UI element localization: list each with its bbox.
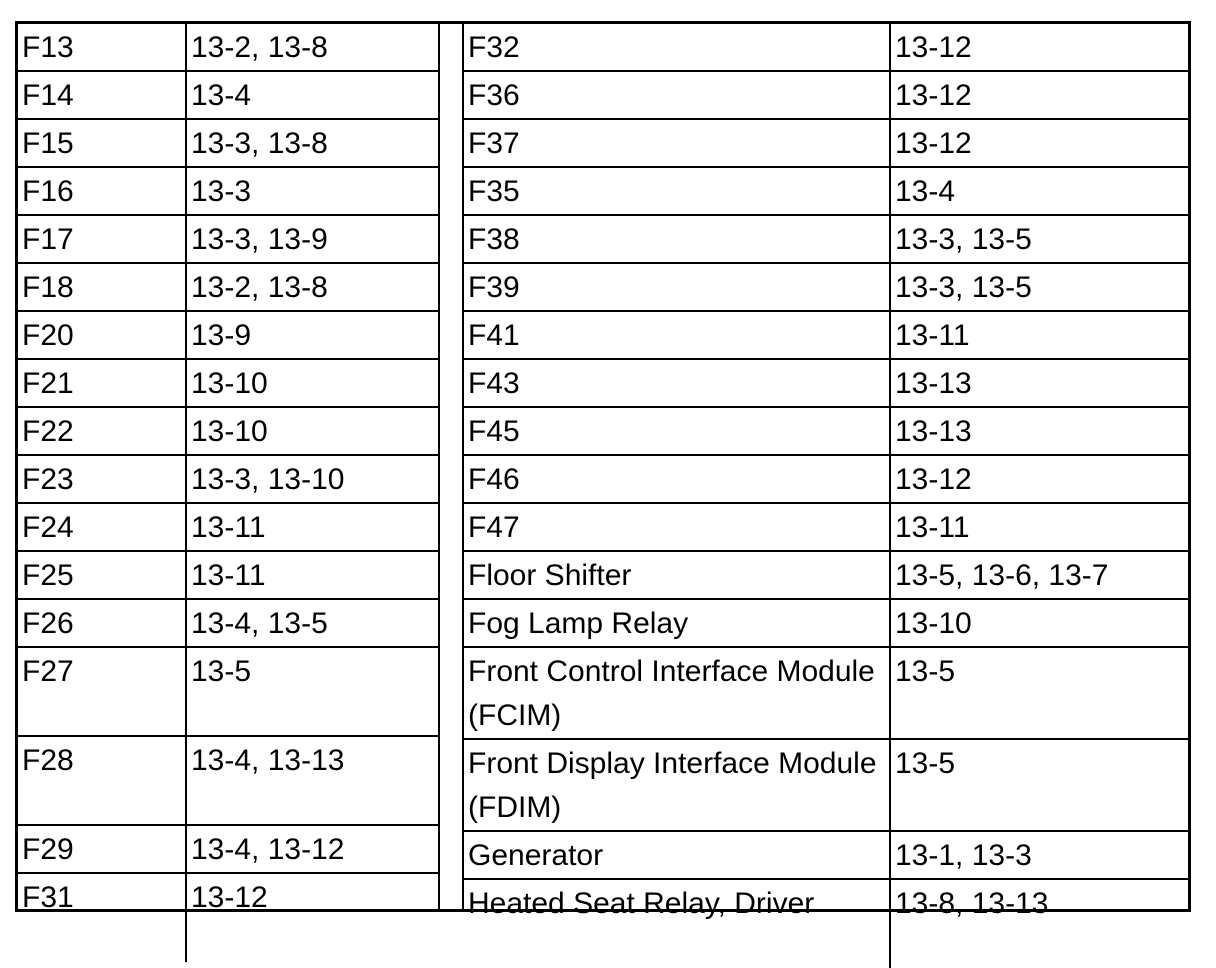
table-row [18,215,438,263]
page-reference-cell: 13-11 [186,503,438,551]
table-row [18,167,438,215]
page-reference-cell: 13-11 [890,503,1188,551]
index-table-right [464,24,1188,968]
index-sheet [15,21,1191,920]
table-row [464,263,1188,311]
table-row [464,831,1188,879]
page-reference-cell: 13-4, 13-12 [186,825,438,873]
table-row [18,825,438,873]
index-table-left [18,24,438,962]
component-name-cell: F27 [18,647,186,736]
page-reference-cell: 13-3, 13-10 [186,455,438,503]
page-reference-cell: 13-10 [186,407,438,455]
component-name-cell: F23 [18,455,186,503]
table-row [18,736,438,825]
component-name-cell: F25 [18,551,186,599]
table-row [464,599,1188,647]
component-name-cell: F15 [18,119,186,167]
table-row [464,359,1188,407]
component-name-cell: F28 [18,736,186,825]
table-row [464,119,1188,167]
component-name-cell: Floor Shifter [464,551,890,599]
page-reference-cell: 13-12 [186,873,438,962]
component-name-cell: F31 [18,873,186,962]
component-name-cell: F14 [18,71,186,119]
component-name-cell: F47 [464,503,890,551]
table-row [18,647,438,736]
component-name-cell: F35 [464,167,890,215]
page-reference-cell: 13-5 [890,739,1188,831]
page-reference-cell: 13-12 [890,24,1188,71]
page-reference-cell: 13-13 [890,407,1188,455]
table-row [18,873,438,962]
component-name-cell: F37 [464,119,890,167]
page-reference-cell: 13-12 [890,119,1188,167]
table-row [18,311,438,359]
table-row [18,263,438,311]
component-name-cell: F17 [18,215,186,263]
page-reference-cell: 13-5 [890,647,1188,739]
table-row [464,167,1188,215]
page-reference-cell: 13-4 [890,167,1188,215]
page-reference-cell: 13-2, 13-8 [186,263,438,311]
page-reference-cell: 13-13 [890,359,1188,407]
table-row [18,71,438,119]
table-row [464,647,1188,739]
page-reference-cell: 13-9 [186,311,438,359]
component-name-cell: Generator [464,831,890,879]
component-name-cell: Front Display Interface Module (FDIM) [464,739,890,831]
table-row [464,407,1188,455]
table-row [464,311,1188,359]
table-row [18,119,438,167]
table-row [18,551,438,599]
page-reference-cell: 13-12 [890,455,1188,503]
page-reference-cell: 13-10 [890,599,1188,647]
component-name-cell: F16 [18,167,186,215]
page-reference-cell: 13-3 [186,167,438,215]
table-row [464,71,1188,119]
component-name-cell: F20 [18,311,186,359]
component-name-cell: F36 [464,71,890,119]
table-row [18,455,438,503]
component-name-cell: F24 [18,503,186,551]
page-reference-cell: 13-5, 13-6, 13-7 [890,551,1188,599]
page-reference-cell: 13-5 [186,647,438,736]
component-name-cell: Heated Seat Relay, Driver [464,879,890,968]
component-name-cell: F43 [464,359,890,407]
component-name-cell: F45 [464,407,890,455]
table-row [464,739,1188,831]
table-row [18,407,438,455]
component-name-cell: F21 [18,359,186,407]
page-reference-cell: 13-8, 13-13 [890,879,1188,968]
component-name-cell: F29 [18,825,186,873]
page-reference-cell: 13-11 [186,551,438,599]
page-reference-cell: 13-3, 13-5 [890,215,1188,263]
component-name-cell: Fog Lamp Relay [464,599,890,647]
table-row [464,879,1188,968]
table-row [464,503,1188,551]
page-reference-cell: 13-2, 13-8 [186,24,438,71]
page-reference-cell: 13-3, 13-5 [890,263,1188,311]
index-table-right-body [464,24,1188,968]
table-row [18,503,438,551]
table-row [464,24,1188,71]
component-name-cell: F41 [464,311,890,359]
table-row [464,455,1188,503]
table-row [18,359,438,407]
page-reference-cell: 13-1, 13-3 [890,831,1188,879]
page-reference-cell: 13-4 [186,71,438,119]
page-reference-cell: 13-12 [890,71,1188,119]
component-name-cell: Front Control Interface Module (FCIM) [464,647,890,739]
page-reference-cell: 13-4, 13-13 [186,736,438,825]
column-divider [438,24,464,909]
component-name-cell: F22 [18,407,186,455]
page-reference-cell: 13-4, 13-5 [186,599,438,647]
page-reference-cell: 13-10 [186,359,438,407]
table-row [464,551,1188,599]
component-name-cell: F13 [18,24,186,71]
page-reference-cell: 13-11 [890,311,1188,359]
component-name-cell: F26 [18,599,186,647]
component-name-cell: F39 [464,263,890,311]
component-name-cell: F32 [464,24,890,71]
component-name-cell: F38 [464,215,890,263]
page-reference-cell: 13-3, 13-9 [186,215,438,263]
component-name-cell: F18 [18,263,186,311]
index-table-left-body [18,24,438,962]
component-name-cell: F46 [464,455,890,503]
table-row [18,599,438,647]
page-reference-cell: 13-3, 13-8 [186,119,438,167]
table-row [18,24,438,71]
table-row [464,215,1188,263]
